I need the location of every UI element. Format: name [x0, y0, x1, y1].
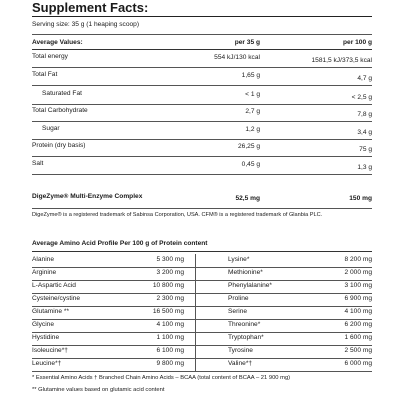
footnote-essential: * Essential Amino Acids † Branched Chain Amino Acids – BCAA (total content of BCAA – 21 900 mg): [32, 375, 291, 381]
nutrient-per-serving: 26,25 g: [238, 143, 260, 150]
amino-row-rule: [32, 293, 372, 294]
amino-acid-name: L-Aspartic Acid: [32, 282, 76, 289]
header-per-serving: per 35 g: [234, 39, 260, 46]
amino-title-rule: [32, 251, 372, 252]
nutrient-per-serving: 554 kJ/130 kcal: [214, 54, 260, 61]
amino-row-rule: [32, 332, 372, 333]
amino-acid-name: Threonine*: [228, 321, 261, 328]
amino-acid-value: 3 100 mg: [344, 282, 372, 289]
serving-rule: [32, 34, 372, 35]
nutrient-per-100g: < 2,5 g: [351, 94, 372, 101]
nutrient-row-rule: [32, 85, 372, 86]
nutrient-per-serving: 1,2 g: [245, 126, 260, 133]
amino-row-rule: [32, 306, 372, 307]
amino-profile-title: Average Amino Acid Profile Per 100 g of Protein content: [32, 240, 208, 247]
nutrient-name: Protein (dry basis): [32, 142, 86, 149]
amino-acid-value: 5 300 mg: [156, 256, 184, 263]
nutrient-per-serving: 2,7 g: [245, 108, 260, 115]
supplement-facts-title: Supplement Facts:: [32, 0, 149, 15]
enzyme-per-100g: 150 mg: [349, 195, 372, 202]
amino-acid-value: 9 800 mg: [156, 360, 184, 367]
nutrient-row-rule: [32, 174, 372, 175]
nutrient-per-100g: 3,4 g: [357, 129, 372, 136]
nutrient-per-100g: 7,8 g: [357, 111, 372, 118]
amino-acid-name: Leucine*†: [32, 360, 62, 367]
amino-row-rule: [32, 319, 372, 320]
amino-acid-name: Glutamine **: [32, 308, 70, 315]
amino-acid-value: 6 200 mg: [344, 321, 372, 328]
nutrient-per-serving: < 1 g: [245, 91, 260, 98]
amino-acid-value: 1 600 mg: [344, 334, 372, 341]
nutrient-row-rule: [32, 139, 372, 140]
amino-acid-value: 4 100 mg: [344, 308, 372, 315]
enzyme-rule: [32, 208, 372, 209]
trademark-note: DigeZyme® is a registered trademark of Sabinsa Corporation, USA. CFM® is a registered trademark of Glanbia PLC.: [32, 212, 323, 218]
amino-row-rule: [32, 345, 372, 346]
amino-acid-name: Proline: [228, 295, 249, 302]
amino-acid-name: Methionine*: [228, 269, 263, 276]
serving-size: Serving size: 35 g (1 heaping scoop): [32, 21, 140, 28]
nutrient-name: Sugar: [42, 125, 60, 132]
nutrient-name: Saturated Fat: [42, 90, 82, 97]
nutrient-name: Total Carbohydrate: [32, 107, 88, 114]
amino-acid-value: 2 500 mg: [344, 347, 372, 354]
footnote-glutamine: ** Glutamine values based on glutamic acid content: [32, 387, 165, 393]
amino-row-rule: [32, 280, 372, 281]
amino-acid-name: Valine*†: [228, 360, 253, 367]
amino-acid-value: 3 200 mg: [156, 269, 184, 276]
amino-acid-name: Arginine: [32, 269, 57, 276]
enzyme-name: DigeZyme® Multi-Enzyme Complex: [32, 193, 143, 200]
amino-acid-name: Lysine*: [228, 256, 250, 263]
nutrient-row-rule: [32, 67, 372, 68]
amino-center-divider: [195, 254, 196, 371]
amino-acid-name: Tryptophan*: [228, 334, 264, 341]
header-rule: [32, 49, 372, 50]
amino-acid-value: 1 100 mg: [156, 334, 184, 341]
amino-acid-name: Serine: [228, 308, 248, 315]
amino-acid-name: Hystidine: [32, 334, 60, 341]
nutrient-name: Total Fat: [32, 71, 58, 78]
nutrient-name: Total energy: [32, 53, 68, 60]
nutrient-per-serving: 0,45 g: [241, 161, 260, 168]
amino-row-rule: [32, 267, 372, 268]
amino-acid-value: 8 200 mg: [344, 256, 372, 263]
nutrient-row-rule: [32, 156, 372, 157]
nutrient-per-100g: 75 g: [359, 146, 372, 153]
amino-acid-value: 2 000 mg: [344, 269, 372, 276]
amino-acid-name: Tyrosine: [228, 347, 253, 354]
amino-acid-value: 4 100 mg: [156, 321, 184, 328]
amino-acid-value: 10 800 mg: [152, 282, 184, 289]
nutrient-per-100g: 4,7 g: [357, 75, 372, 82]
nutrient-per-100g: 1,3 g: [357, 164, 372, 171]
nutrient-row-rule: [32, 121, 372, 122]
nutrient-per-100g: 1581,5 kJ/373,5 kcal: [311, 57, 372, 64]
enzyme-per-serving: 52,5 mg: [235, 195, 260, 202]
amino-acid-value: 2 300 mg: [156, 295, 184, 302]
amino-acid-value: 16 500 mg: [152, 308, 184, 315]
nutrient-row-rule: [32, 104, 372, 105]
nutrient-name: Salt: [32, 160, 44, 167]
amino-acid-value: 6 000 mg: [344, 360, 372, 367]
amino-acid-name: Cysteine/cystine: [32, 295, 81, 302]
title-rule: [32, 16, 372, 17]
amino-acid-value: 6 100 mg: [156, 347, 184, 354]
amino-acid-name: Isoleucine*†: [32, 347, 68, 354]
header-per-100g: per 100 g: [343, 39, 372, 46]
amino-acid-value: 6 900 mg: [344, 295, 372, 302]
nutrient-per-serving: 1,65 g: [241, 72, 260, 79]
amino-acid-name: Alanine: [32, 256, 54, 263]
amino-row-rule: [32, 358, 372, 359]
header-average-values: Average Values:: [32, 39, 83, 46]
amino-acid-name: Phenylalanine*: [228, 282, 272, 289]
amino-row-rule: [32, 371, 372, 372]
amino-acid-name: Glycine: [32, 321, 54, 328]
